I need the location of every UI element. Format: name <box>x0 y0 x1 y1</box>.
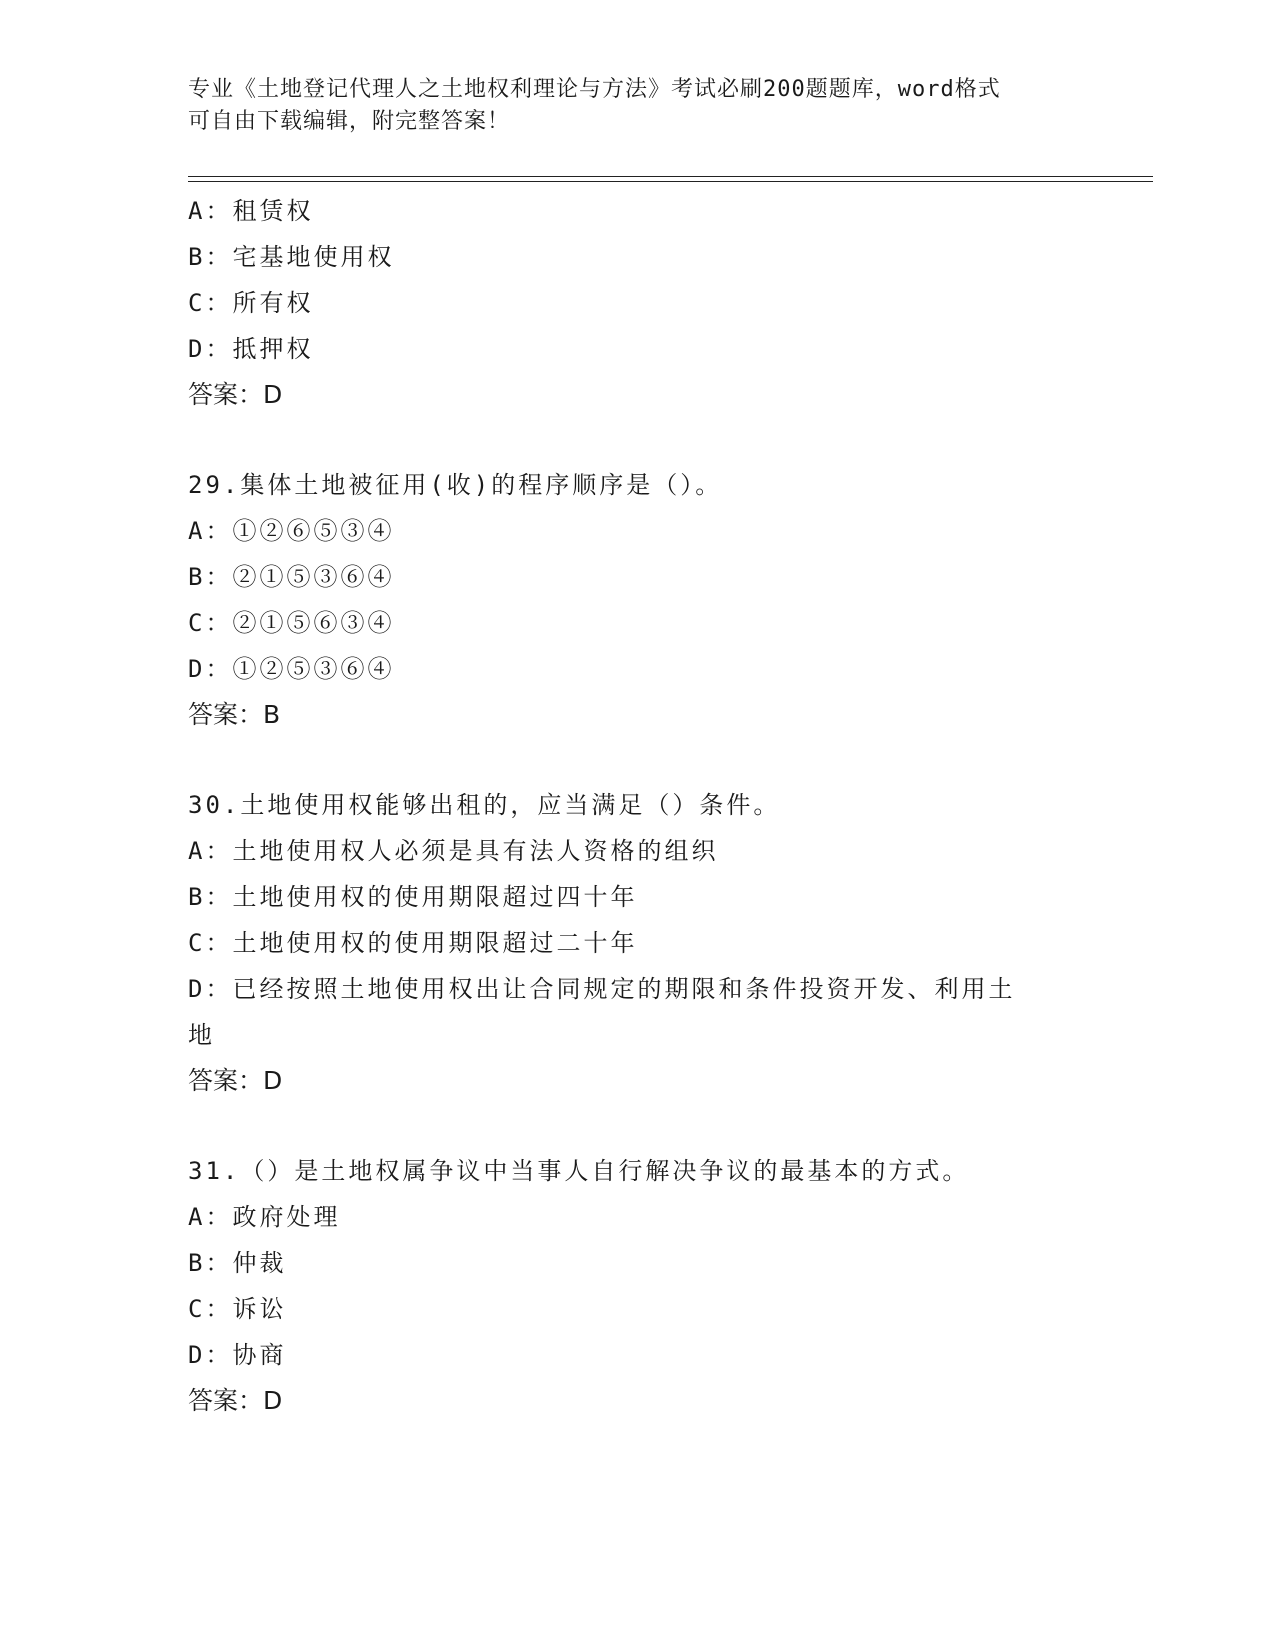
question-30 <box>188 782 1088 1104</box>
option-c: C：土地使用权的使用期限超过二十年 <box>188 929 638 957</box>
option-a: A：土地使用权人必须是具有法人资格的组织 <box>188 837 719 865</box>
option-c: C：诉讼 <box>188 1295 287 1323</box>
header-divider-bottom <box>188 181 1153 182</box>
answer-line: 答案：D <box>188 380 283 409</box>
option-a: A：租赁权 <box>188 197 314 225</box>
option-d: D：协商 <box>188 1341 287 1369</box>
option-d: D：已经按照土地使用权出让合同规定的期限和条件投资开发、利用土 <box>188 975 1016 1003</box>
answer-line: 答案：D <box>188 1066 283 1095</box>
header-divider-top <box>188 176 1153 177</box>
option-b: B：土地使用权的使用期限超过四十年 <box>188 883 638 911</box>
answer-line: 答案：D <box>188 1386 283 1415</box>
question-list <box>188 188 1088 1424</box>
option-a: A：①②⑥⑤③④ <box>188 517 395 545</box>
option-b: B：宅基地使用权 <box>188 243 395 271</box>
option-d-continued: 地 <box>188 1021 215 1049</box>
option-b: B：仲裁 <box>188 1249 287 1277</box>
question-29 <box>188 462 1088 738</box>
option-a: A：政府处理 <box>188 1203 341 1231</box>
question-text: 29.集体土地被征用(收)的程序顺序是（）。 <box>188 471 723 499</box>
option-c: C：②①⑤⑥③④ <box>188 609 395 637</box>
question-31 <box>188 1148 1088 1424</box>
header-line-1: 专业《土地登记代理人之土地权利理论与方法》考试必刷200题题库，word格式 <box>188 77 1001 102</box>
answer-line: 答案：B <box>188 700 281 729</box>
question-28 <box>188 188 1088 418</box>
option-d: D：抵押权 <box>188 335 314 363</box>
question-text: 31.（）是土地权属争议中当事人自行解决争议的最基本的方式。 <box>188 1157 970 1185</box>
option-c: C：所有权 <box>188 289 314 317</box>
header-line-2: 可自由下载编辑，附完整答案！ <box>188 109 511 134</box>
option-b: B：②①⑤③⑥④ <box>188 563 395 591</box>
option-d: D：①②⑤③⑥④ <box>188 655 395 683</box>
question-text: 30.土地使用权能够出租的，应当满足（）条件。 <box>188 791 781 819</box>
document-header <box>188 74 1088 138</box>
